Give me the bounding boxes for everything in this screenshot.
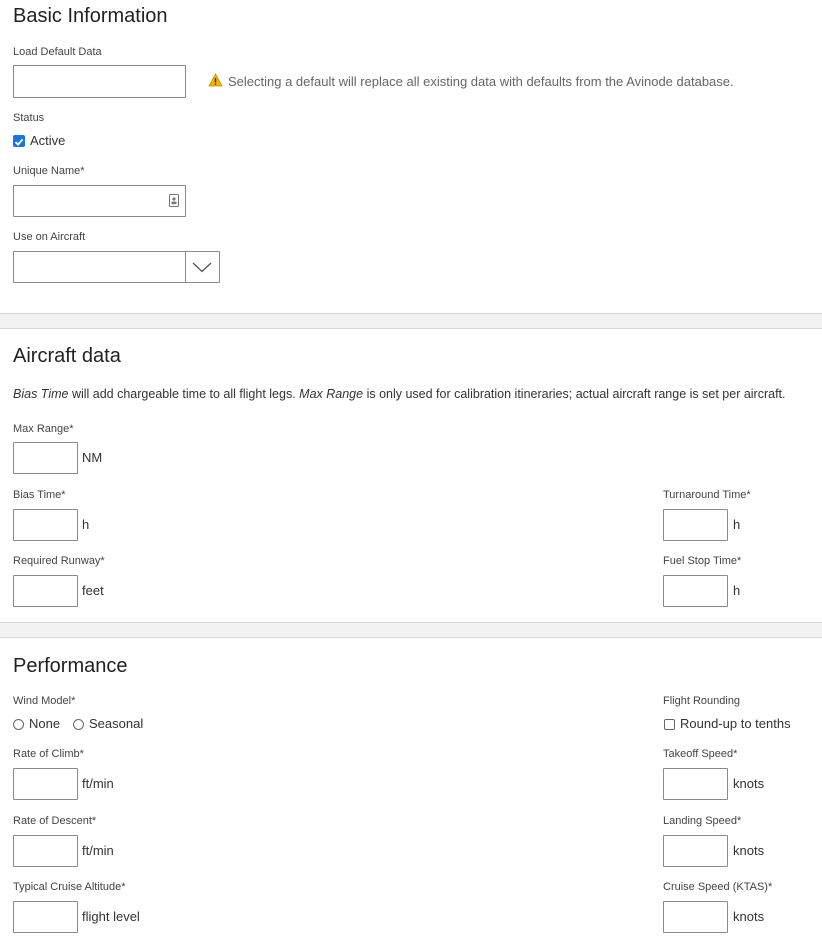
landing-speed-input[interactable] (663, 835, 728, 867)
bias-time-term: Bias Time (13, 387, 69, 401)
fuel-stop-time-input[interactable] (663, 575, 728, 607)
rate-of-descent-input[interactable] (13, 835, 78, 867)
warning-icon (208, 73, 223, 87)
required-runway-unit: feet (82, 583, 104, 598)
chevron-down-icon (192, 262, 212, 273)
max-range-term: Max Range (299, 387, 364, 401)
use-on-aircraft-select[interactable] (13, 251, 220, 283)
fuel-stop-time-label: Fuel Stop Time* (663, 555, 742, 567)
max-range-unit: NM (82, 450, 103, 465)
rate-of-descent-unit: ft/min (82, 843, 114, 858)
wind-model-seasonal-label: Seasonal (89, 716, 144, 731)
takeoff-speed-unit: knots (733, 776, 765, 791)
performance-title: Performance (13, 655, 128, 677)
takeoff-speed-label: Takeoff Speed* (663, 748, 738, 760)
cruise-altitude-unit: flight level (82, 909, 140, 924)
section-divider (0, 313, 822, 329)
fuel-stop-time-unit: h (733, 583, 741, 598)
wind-model-seasonal-radio[interactable] (73, 719, 84, 730)
cruise-altitude-label: Typical Cruise Altitude* (13, 881, 126, 893)
load-default-label: Load Default Data (13, 46, 102, 58)
description-part-2: is only used for calibration itineraries; actual aircraft range is set per aircraft. (363, 387, 786, 401)
warning-text: Selecting a default will replace all existing data with defaults from the Avinode database. (228, 74, 734, 89)
unique-name-label: Unique Name* (13, 165, 85, 177)
max-range-label: Max Range* (13, 423, 74, 435)
status-label: Status (13, 112, 45, 124)
landing-speed-label: Landing Speed* (663, 815, 742, 827)
section-divider (0, 622, 822, 638)
required-runway-label: Required Runway* (13, 555, 105, 567)
contact-card-icon (169, 194, 179, 207)
load-default-select[interactable] (13, 65, 186, 98)
landing-speed-unit: knots (733, 843, 765, 858)
rate-of-descent-label: Rate of Descent* (13, 815, 97, 827)
max-range-input[interactable] (13, 442, 78, 474)
unique-name-input[interactable] (13, 185, 186, 217)
takeoff-speed-input[interactable] (663, 768, 728, 800)
bias-time-input[interactable] (13, 509, 78, 541)
wind-model-none-radio[interactable] (13, 719, 24, 730)
bias-time-label: Bias Time* (13, 489, 66, 501)
wind-model-label: Wind Model* (13, 695, 76, 707)
cruise-speed-unit: knots (733, 909, 765, 924)
checkmark-icon (13, 136, 25, 148)
use-on-aircraft-label: Use on Aircraft (13, 231, 86, 243)
basic-info-title: Basic Information (13, 5, 168, 27)
cruise-altitude-input[interactable] (13, 901, 78, 933)
cruise-speed-input[interactable] (663, 901, 728, 933)
aircraft-data-description (13, 387, 786, 401)
turnaround-time-unit: h (733, 517, 741, 532)
flight-rounding-label: Flight Rounding (663, 695, 741, 707)
rate-of-climb-label: Rate of Climb* (13, 748, 84, 760)
turnaround-time-label: Turnaround Time* (663, 489, 751, 501)
round-up-checkbox[interactable] (664, 719, 675, 730)
cruise-speed-label: Cruise Speed (KTAS)* (663, 881, 773, 893)
description-part-1: will add chargeable time to all flight legs. (68, 387, 300, 401)
active-checkbox[interactable] (13, 135, 25, 147)
rate-of-climb-input[interactable] (13, 768, 78, 800)
aircraft-data-title: Aircraft data (13, 345, 121, 367)
wind-model-none-label: None (29, 716, 61, 731)
active-label: Active (30, 133, 66, 148)
turnaround-time-input[interactable] (663, 509, 728, 541)
round-up-label: Round-up to tenths (680, 716, 791, 731)
bias-time-unit: h (82, 517, 90, 532)
rate-of-climb-unit: ft/min (82, 776, 114, 791)
required-runway-input[interactable] (13, 575, 78, 607)
